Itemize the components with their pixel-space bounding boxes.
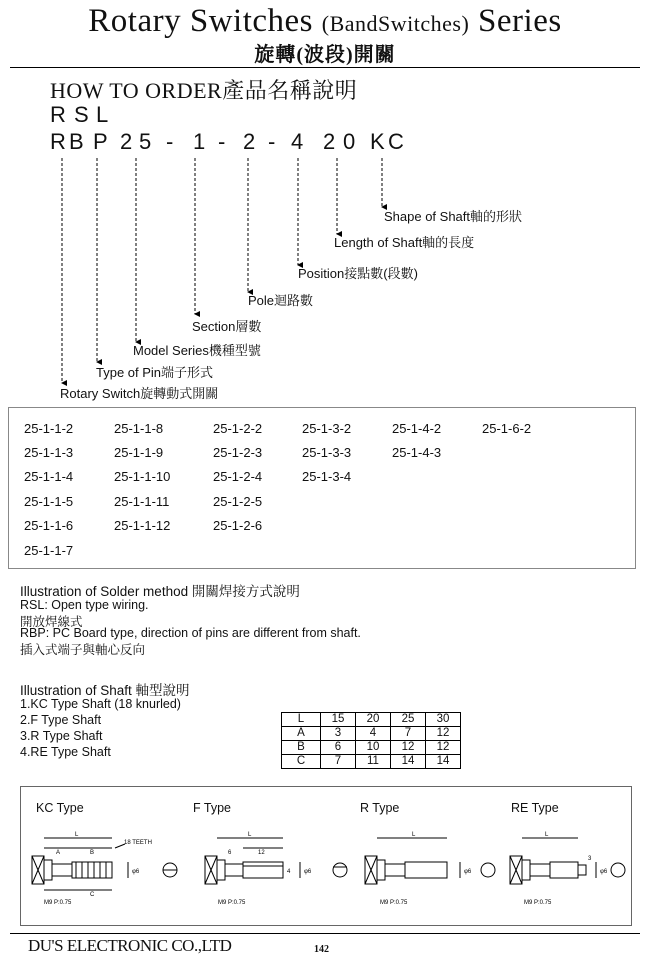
code-char: L: [96, 102, 110, 127]
shaft-item: 1.KC Type Shaft (18 knurled): [20, 697, 181, 711]
table-cell: A: [282, 727, 321, 741]
table-cell: 12: [391, 741, 426, 755]
label-position: Position接點數(段數): [298, 266, 418, 281]
title-main: Rotary Switches: [88, 3, 314, 39]
code-char: -: [166, 129, 175, 154]
dim-label-b: B: [90, 850, 95, 856]
dim-label-l: L: [412, 832, 416, 838]
label-length-of-shaft: Length of Shaft軸的長度: [334, 235, 475, 250]
page-subtitle: 旋轉(波段)開關: [254, 44, 396, 66]
label-section: Section層數: [192, 319, 262, 334]
dim-label-12: 12: [258, 850, 265, 856]
solder-line: RSL: Open type wiring.: [20, 598, 149, 612]
solder-heading: Illustration of Solder method 開關焊接方式說明: [20, 584, 300, 599]
table-cell: 12: [426, 741, 461, 755]
code-char: B: [69, 129, 85, 154]
model-item: 25-1-1-10: [114, 469, 171, 484]
code-char: C: [388, 129, 405, 154]
model-item: 25-1-1-9: [114, 445, 164, 460]
model-item: 25-1-1-5: [24, 494, 74, 509]
table-cell: 7: [321, 755, 356, 769]
dim-label-l: L: [545, 832, 549, 838]
label-pole: Pole迴路數: [248, 293, 314, 308]
model-item: 25-1-6-2: [482, 421, 532, 436]
table-row: [282, 755, 461, 769]
solder-line: 開放焊線式: [20, 615, 83, 629]
company-name: DU'S ELECTRONIC CO.,LTD: [28, 936, 232, 955]
code-char: -: [218, 129, 227, 154]
label-rotary-switch: Rotary Switch旋轉動式開關: [60, 386, 219, 401]
solder-line: 插入式端子與軸心反向: [20, 643, 146, 657]
dim-label-l: L: [248, 832, 252, 838]
table-row: [282, 741, 461, 755]
code-char: S: [74, 102, 90, 127]
table-cell: 25: [391, 713, 426, 727]
kc-shaft-drawing: [32, 838, 177, 890]
order-leader-lines: [0, 0, 650, 410]
table-cell: 11: [356, 755, 391, 769]
dim-label-d6: φ6: [600, 869, 608, 875]
model-item: 25-1-3-2: [302, 421, 352, 436]
table-cell: 7: [391, 727, 426, 741]
model-item: 25-1-2-5: [213, 494, 263, 509]
model-item: 25-1-4-2: [392, 421, 442, 436]
table-cell: 12: [426, 727, 461, 741]
table-cell: 15: [321, 713, 356, 727]
code-char: 1: [193, 129, 207, 154]
model-item: 25-1-1-4: [24, 469, 74, 484]
how-to-order-heading: HOW TO ORDER產品名稱說明: [50, 78, 358, 103]
table-cell: C: [282, 755, 321, 769]
model-item: 25-1-1-8: [114, 421, 164, 436]
dim-label-6: 6: [228, 850, 232, 856]
table-row: [282, 713, 461, 727]
code-char: 2: [243, 129, 257, 154]
re-shaft-drawing: [510, 838, 625, 884]
dim-label-a: A: [56, 850, 61, 856]
shaft-heading: Illustration of Shaft 軸型說明: [20, 683, 190, 698]
model-item: 25-1-2-2: [213, 421, 263, 436]
thread-label: M9 P:0.75: [380, 900, 408, 906]
diagram-title-kc: KC Type: [36, 801, 84, 815]
model-item: 25-1-3-4: [302, 469, 352, 484]
table-cell: 14: [391, 755, 426, 769]
label-model-series: Model Series機種型號: [133, 343, 261, 358]
f-shaft-drawing: [205, 838, 347, 884]
table-cell: 30: [426, 713, 461, 727]
shaft-drawings: [20, 786, 630, 924]
model-item: 25-1-1-2: [24, 421, 74, 436]
dim-label-c: C: [90, 892, 95, 898]
thread-label: M9 P:0.75: [524, 900, 552, 906]
r-shaft-drawing: [365, 838, 495, 884]
model-item: 25-1-2-6: [213, 518, 263, 533]
dimension-table: [281, 712, 461, 769]
diagram-title-r: R Type: [360, 801, 400, 815]
thread-label: M9 P:0.75: [44, 900, 72, 906]
model-item: 25-1-1-6: [24, 518, 74, 533]
model-item: 25-1-1-7: [24, 543, 74, 558]
code-char: R: [50, 102, 67, 127]
table-cell: 14: [426, 755, 461, 769]
dim-label-d6: φ6: [464, 869, 472, 875]
model-item: 25-1-4-3: [392, 445, 442, 460]
code-char: R: [50, 129, 67, 154]
model-item: 25-1-1-12: [114, 518, 171, 533]
table-cell: 6: [321, 741, 356, 755]
dim-label-l: L: [75, 832, 79, 838]
code-char: K: [370, 129, 386, 154]
table-cell: 20: [356, 713, 391, 727]
diagram-title-f: F Type: [193, 801, 231, 815]
model-item: 25-1-3-3: [302, 445, 352, 460]
table-cell: 10: [356, 741, 391, 755]
shaft-item: 4.RE Type Shaft: [20, 745, 111, 759]
dim-label-3: 3: [588, 856, 592, 862]
thread-label: M9 P:0.75: [218, 900, 246, 906]
shaft-item: 2.F Type Shaft: [20, 713, 102, 727]
code-char: P: [93, 129, 109, 154]
code-char: 0: [343, 129, 357, 154]
label-type-of-pin: Type of Pin端子形式: [96, 365, 214, 380]
shaft-item: 3.R Type Shaft: [20, 729, 103, 743]
title-paren: (BandSwitches): [321, 11, 470, 36]
code-char: 4: [291, 129, 305, 154]
solder-line: RBP: PC Board type, direction of pins are different from shaft.: [20, 626, 361, 640]
title-end: Series: [478, 3, 562, 39]
code-char: 2: [323, 129, 337, 154]
code-char: 2: [120, 129, 134, 154]
model-item: 25-1-2-4: [213, 469, 263, 484]
code-char: 5: [139, 129, 153, 154]
table-cell: L: [282, 713, 321, 727]
table-cell: 3: [321, 727, 356, 741]
teeth-label: 18 TEETH: [124, 840, 152, 846]
dim-label-4: 4: [287, 869, 291, 875]
model-item: 25-1-2-3: [213, 445, 263, 460]
model-item: 25-1-1-11: [114, 494, 170, 509]
diagram-title-re: RE Type: [511, 801, 559, 815]
code-char: -: [268, 129, 277, 154]
table-cell: 4: [356, 727, 391, 741]
table-row: [282, 727, 461, 741]
page-number: 142: [314, 944, 329, 955]
dim-label-d6: φ6: [132, 869, 140, 875]
model-item: 25-1-1-3: [24, 445, 74, 460]
table-cell: B: [282, 741, 321, 755]
footer-rule: [10, 933, 640, 934]
dim-label-d6: φ6: [304, 869, 312, 875]
label-shape-of-shaft: Shape of Shaft軸的形狀: [384, 209, 523, 224]
